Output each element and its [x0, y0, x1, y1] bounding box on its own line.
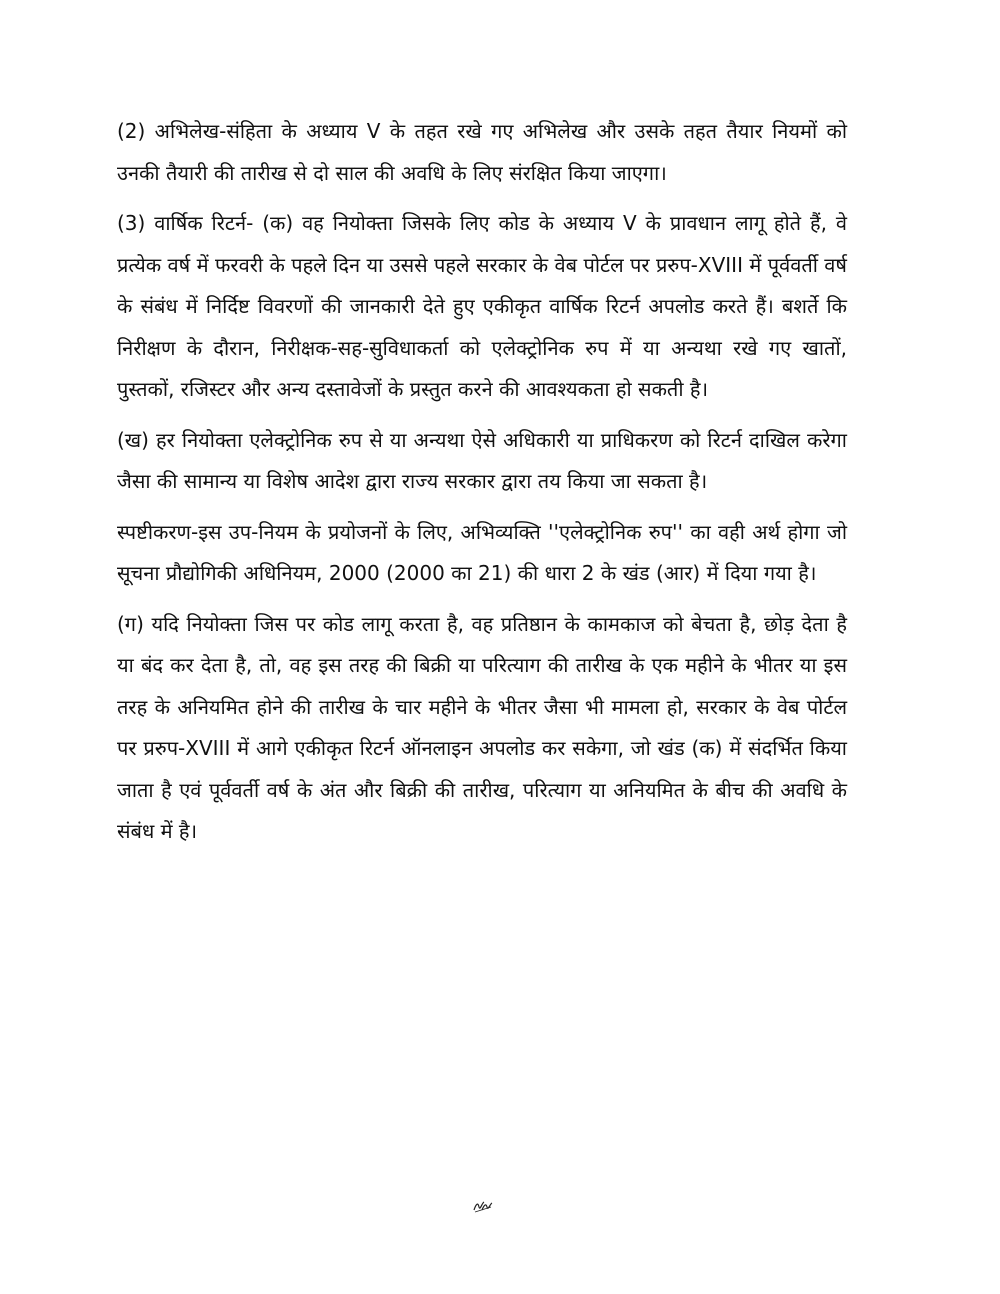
document-body: [117, 111, 847, 862]
paragraph-annual-return: (3) वार्षिक रिटर्न- (क) वह नियोक्ता जिसके लिए कोड के अध्याय V के प्रावधान लागू होते हैं, वे प्रत्येक वर्ष में फरवरी के पहले दिन या उससे पहले सरकार के वेब पोर्टल पर प्ररुप-XVIII में पूर्ववर्ती वर्ष के संबंध में निर्दिष्ट विवरणों की जानकारी देते हुए एकीकृत वार्षिक रिटर्न अपलोड करते हैं। बशर्ते कि निरीक्षण के दौरान, निरीक्षक-सह-सुविधाकर्ता को एलेक्ट्रोनिक रुप में या अन्यथा रखे गए खातों, पुस्तकों, रजिस्टर और अन्य दस्तावेजों के प्रस्तुत करने की आवश्यकता हो सकती है।: [117, 211, 847, 401]
paragraph-closure-return: (ग) यदि नियोक्ता जिस पर कोड लागू करता है, वह प्रतिष्ठान के कामकाज को बेचता है, छोड़ देता है या बंद कर देता है, तो, वह इस तरह की बिक्री या परित्याग की तारीख के एक महीने के भीतर या इस तरह के अनियमित होने की तारीख के चार महीने के भीतर जैसा भी मामला हो, सरकार के वेब पोर्टल पर प्ररुप-XVIII में आगे एकीकृत रिटर्न ऑनलाइन अपलोड कर सकेगा, जो खंड (क) में संदर्भित किया जाता है एवं पूर्ववर्ती वर्ष के अंत और बिक्री की तारीख, परित्याग या अनियमित के बीच की अवधि के संबंध में है।: [117, 611, 847, 843]
paragraph-records-preservation: (2) अभिलेख-संहिता के अध्याय V के तहत रखे गए अभिलेख और उसके तहत तैयार नियमों को उनकी तैयारी की तारीख से दो साल की अवधि के लिए संरक्षित किया जाएगा।: [117, 119, 847, 185]
paragraph-return-filing: (ख) हर नियोक्ता एलेक्ट्रोनिक रुप से या अन्यथा ऐसे अधिकारी या प्राधिकरण को रिटर्न दाखिल करेगा जैसा की सामान्य या विशेष आदेश द्वारा राज्य सरकार द्वारा तय किया जा सकता है।: [117, 427, 847, 493]
initials-signature-icon: [472, 1198, 494, 1214]
paragraph-explanation: स्पष्टीकरण-इस उप-नियम के प्रयोजनों के लिए, अभिव्यक्ति ''एलेक्ट्रोनिक रुप'' का वही अर्थ होगा जो सूचना प्रौद्योगिकी अधिनियम, 2000 (2000 का 21) की धारा 2 के खंड (आर) में दिया गया है।: [117, 519, 847, 585]
